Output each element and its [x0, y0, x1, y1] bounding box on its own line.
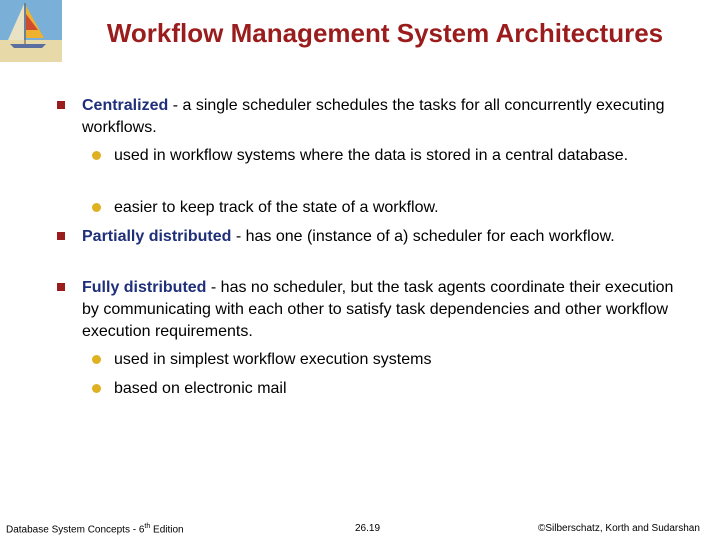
round-bullet-icon [92, 151, 101, 160]
footer-edition-text: Edition [150, 524, 184, 536]
square-bullet-icon [57, 101, 65, 109]
text-fully-distributed: - has no scheduler, but the task agents coordinate their execution by communicating with each other to satisfy task dependencies and other workflow execution requirements. [82, 279, 674, 340]
sailboat-logo [0, 0, 62, 62]
term-centralized: Centralized [82, 97, 169, 114]
sub-bullet-track-state: easier to keep track of the state of a workflow. [114, 199, 439, 216]
footer-copyright: ©Silberschatz, Korth and Sudarshan [538, 523, 700, 534]
bullet-fully-distributed [82, 277, 692, 343]
footer-page-number: 26.19 [355, 523, 381, 534]
bullet-centralized [82, 95, 692, 139]
footer-edition-sup: th [144, 523, 151, 530]
sub-bullet-simplest-systems: used in simplest workflow execution systems [114, 351, 432, 368]
slide-title: Workflow Management System Architectures [106, 18, 664, 48]
sub-bullet-electronic-mail: based on electronic mail [114, 380, 287, 397]
round-bullet-icon [92, 355, 101, 364]
footer-book-text: Database System Concepts - 6 [6, 524, 145, 536]
term-partially-distributed: Partially distributed [82, 228, 232, 245]
bullet-partially-distributed [82, 226, 692, 248]
term-fully-distributed: Fully distributed [82, 279, 207, 296]
footer-book-title [6, 523, 184, 535]
round-bullet-icon [92, 203, 101, 212]
text-partially-distributed: - has one (instance of a) scheduler for each workflow. [231, 228, 615, 245]
square-bullet-icon [57, 283, 65, 291]
text-centralized: - a single scheduler schedules the tasks for all concurrently executing workflows. [82, 97, 665, 136]
round-bullet-icon [92, 384, 101, 393]
square-bullet-icon [57, 232, 65, 240]
sub-bullet-central-db: used in workflow systems where the data is stored in a central database. [114, 147, 629, 164]
